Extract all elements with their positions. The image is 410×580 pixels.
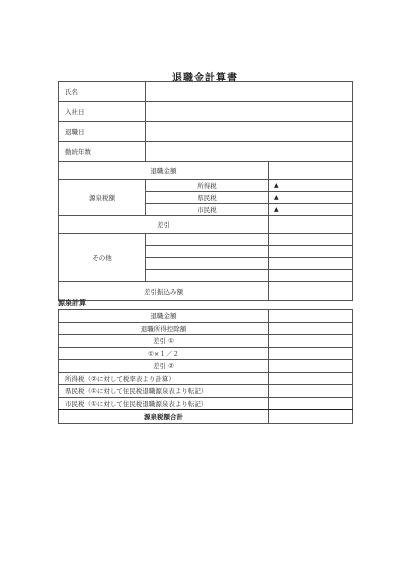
retire-date-row: [59, 122, 353, 142]
calc-label: 差引 ②: [59, 360, 269, 373]
document-title: 退職金計算書: [172, 73, 238, 84]
other-amount-field[interactable]: [269, 270, 353, 282]
years-row: [59, 142, 353, 162]
years-field[interactable]: [146, 142, 353, 162]
deduction-row: [59, 216, 353, 234]
calc-field[interactable]: [269, 322, 353, 335]
total-label: 源泉税額合計: [59, 410, 269, 424]
calc-label: 退職所得控除額: [59, 322, 269, 335]
tax-label: 市民税（①に対して住民税退職源泉表より転記）: [59, 397, 269, 410]
tax-row: [59, 372, 353, 385]
income-tax-field[interactable]: [269, 180, 353, 192]
income-tax-label: 所得税: [146, 180, 269, 192]
income-tax-row: [59, 180, 353, 192]
withholding-label: 源泉税額: [59, 180, 146, 216]
tax-field[interactable]: [269, 372, 353, 385]
prefectural-tax-label: 県民税: [146, 192, 269, 204]
name-field[interactable]: [146, 82, 353, 102]
tax-field[interactable]: [269, 397, 353, 410]
other-item-field[interactable]: [146, 258, 269, 270]
other-row: [59, 234, 353, 246]
years-label: 勤続年数: [59, 142, 146, 162]
total-field[interactable]: [269, 410, 353, 424]
calc-row: [59, 310, 353, 323]
tax-label: 所得税（②に対して税率表より計算）: [59, 372, 269, 385]
transfer-label: 差引振込み額: [59, 282, 269, 301]
municipal-tax-label: 市民税: [146, 204, 269, 216]
calc-field[interactable]: [269, 360, 353, 373]
deduction-field[interactable]: [269, 216, 353, 234]
calc-field[interactable]: [269, 347, 353, 360]
name-row: [59, 82, 353, 102]
prefectural-tax-field[interactable]: [269, 192, 353, 204]
retirement-pay-label: 退職金額: [59, 162, 269, 180]
triangle-icon: ▲: [274, 182, 279, 189]
transfer-field[interactable]: [269, 282, 353, 301]
retire-date-label: 退職日: [59, 122, 146, 142]
triangle-icon: ▲: [274, 194, 279, 201]
other-amount-field[interactable]: [269, 246, 353, 258]
calc-row: [59, 335, 353, 348]
triangle-icon: ▲: [274, 206, 279, 213]
other-amount-field[interactable]: [269, 234, 353, 246]
tax-field[interactable]: [269, 385, 353, 398]
other-item-field[interactable]: [146, 270, 269, 282]
retirement-pay-field[interactable]: [269, 162, 353, 180]
section-title: 源泉計算: [58, 299, 86, 307]
calc-field[interactable]: [269, 310, 353, 323]
calc-row: [59, 347, 353, 360]
calc-label: 退職金額: [59, 310, 269, 323]
other-item-field[interactable]: [146, 246, 269, 258]
join-date-field[interactable]: [146, 102, 353, 122]
retirement-pay-row: [59, 162, 353, 180]
tax-label: 県民税（①に対して住民税退職源泉表より転記）: [59, 385, 269, 398]
calc-label: 差引 ①: [59, 335, 269, 348]
calc-label: ①×１／２: [59, 347, 269, 360]
retire-date-field[interactable]: [146, 122, 353, 142]
deduction-label: 差引: [59, 216, 269, 234]
tax-row: [59, 385, 353, 398]
withholding-calculation-table: [58, 309, 353, 424]
tax-row: [59, 397, 353, 410]
transfer-row: [59, 282, 353, 301]
join-date-label: 入社日: [59, 102, 146, 122]
calc-field[interactable]: [269, 335, 353, 348]
other-amount-field[interactable]: [269, 258, 353, 270]
join-date-row: [59, 102, 353, 122]
name-label: 氏名: [59, 82, 146, 102]
retirement-calculation-table: [58, 81, 353, 301]
total-row: [59, 410, 353, 424]
calc-row: [59, 360, 353, 373]
municipal-tax-field[interactable]: [269, 204, 353, 216]
calc-row: [59, 322, 353, 335]
other-item-field[interactable]: [146, 234, 269, 246]
other-label: その他: [59, 234, 146, 282]
